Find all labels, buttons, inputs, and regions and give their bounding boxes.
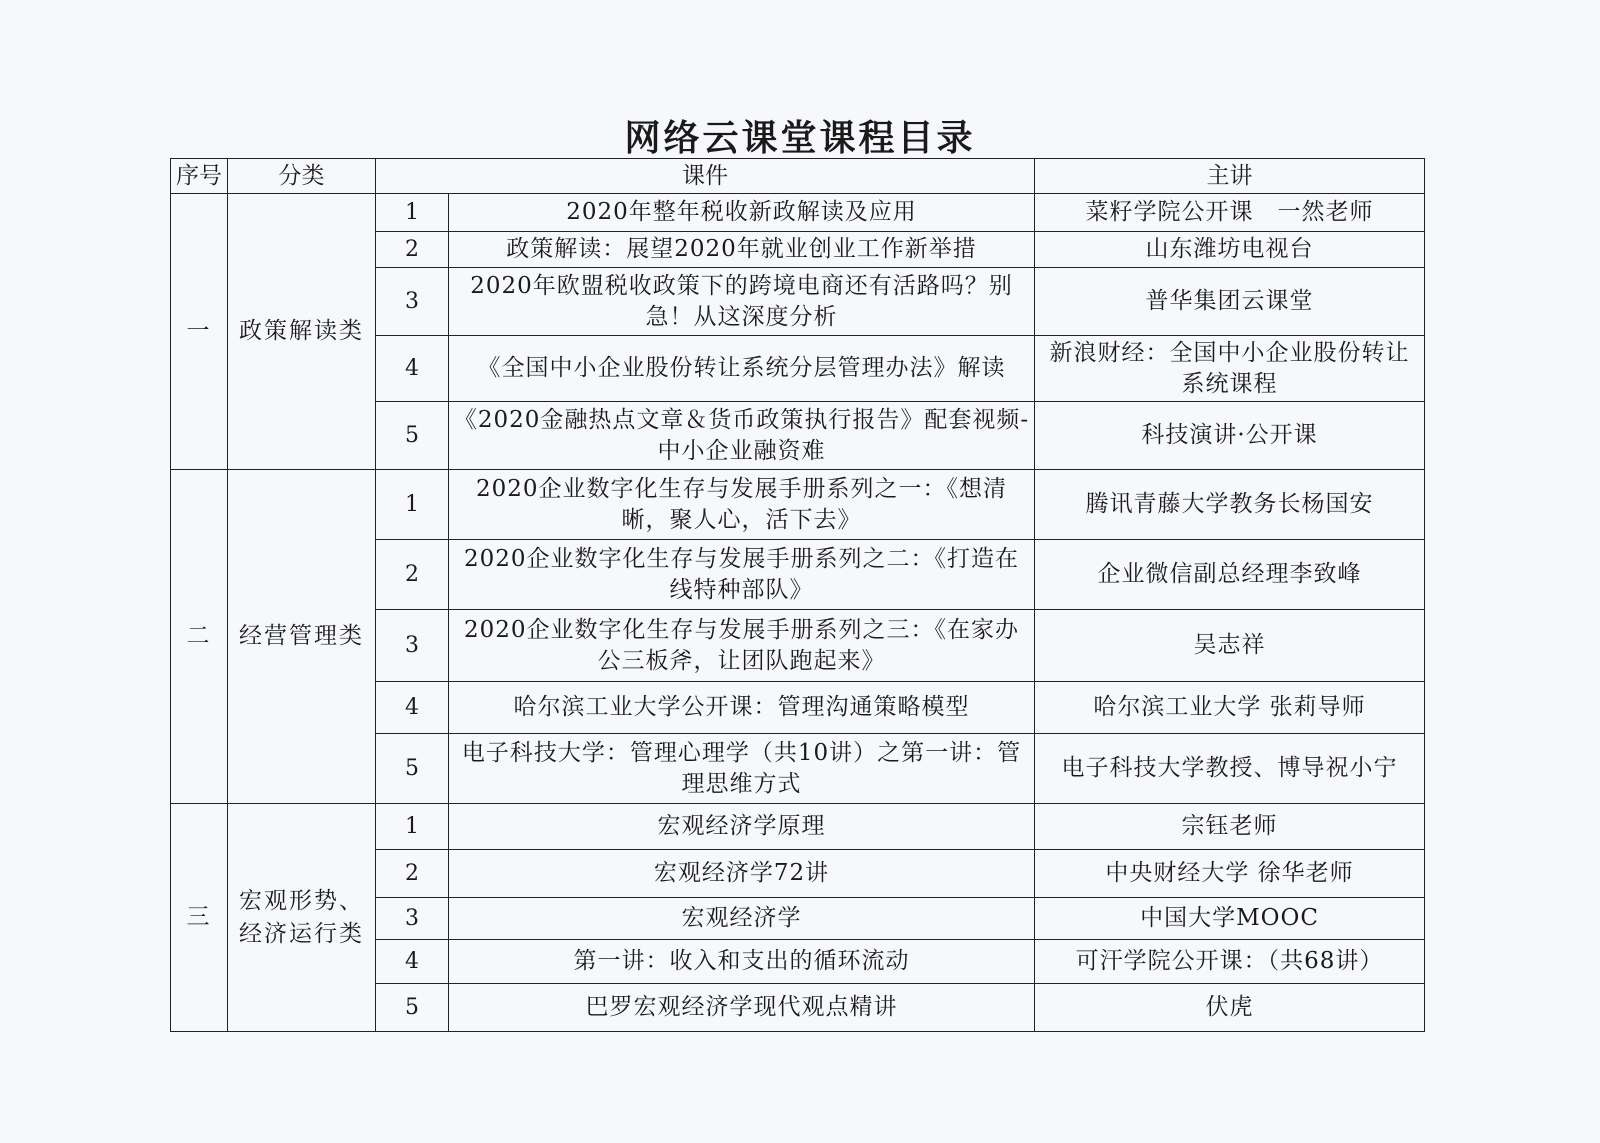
- lecturer-name: 中央财经大学 徐华老师: [1035, 850, 1425, 898]
- item-no: 3: [376, 268, 449, 336]
- item-no: 3: [376, 610, 449, 682]
- item-no: 4: [376, 940, 449, 984]
- item-no: 5: [376, 984, 449, 1032]
- lecturer-name: 菜籽学院公开课 一然老师: [1035, 194, 1425, 232]
- lecturer-name: 腾讯青藤大学教务长杨国安: [1035, 470, 1425, 540]
- course-title: 《全国中小企业股份转让系统分层管理办法》解读: [449, 336, 1035, 402]
- course-title: 第一讲：收入和支出的循环流动: [449, 940, 1035, 984]
- table-row: [171, 470, 1425, 540]
- item-no: 4: [376, 682, 449, 734]
- item-no: 2: [376, 850, 449, 898]
- table-header-row: [171, 159, 1425, 194]
- course-title: 宏观经济学原理: [449, 804, 1035, 850]
- group-seq: 二: [171, 470, 228, 804]
- group-category: 宏观形势、经济运行类: [228, 804, 376, 1032]
- table-row: [171, 194, 1425, 232]
- group-category: 政策解读类: [228, 194, 376, 470]
- course-title: 宏观经济学72讲: [449, 850, 1035, 898]
- lecturer-name: 山东潍坊电视台: [1035, 232, 1425, 268]
- item-no: 1: [376, 804, 449, 850]
- lecturer-name: 科技演讲·公开课: [1035, 402, 1425, 470]
- course-title: 巴罗宏观经济学现代观点精讲: [449, 984, 1035, 1032]
- item-no: 3: [376, 898, 449, 940]
- course-title: 2020企业数字化生存与发展手册系列之二：《打造在线特种部队》: [449, 540, 1035, 610]
- course-title: 2020年欧盟税收政策下的跨境电商还有活路吗？别急！从这深度分析: [449, 268, 1035, 336]
- lecturer-name: 新浪财经：全国中小企业股份转让系统课程: [1035, 336, 1425, 402]
- item-no: 4: [376, 336, 449, 402]
- item-no: 5: [376, 734, 449, 804]
- lecturer-name: 吴志祥: [1035, 610, 1425, 682]
- table-row: [171, 804, 1425, 850]
- lecturer-name: 伏虎: [1035, 984, 1425, 1032]
- course-title: 《2020金融热点文章＆货币政策执行报告》配套视频-中小企业融资难: [449, 402, 1035, 470]
- header-seq: 序号: [171, 159, 228, 194]
- header-course: 课件: [376, 159, 1035, 194]
- group-seq: 一: [171, 194, 228, 470]
- course-title: 哈尔滨工业大学公开课：管理沟通策略模型: [449, 682, 1035, 734]
- lecturer-name: 宗钰老师: [1035, 804, 1425, 850]
- course-title: 2020年整年税收新政解读及应用: [449, 194, 1035, 232]
- lecturer-name: 企业微信副总经理李致峰: [1035, 540, 1425, 610]
- item-no: 2: [376, 232, 449, 268]
- group-category: 经营管理类: [228, 470, 376, 804]
- course-title: 电子科技大学：管理心理学（共10讲）之第一讲：管理思维方式: [449, 734, 1035, 804]
- course-title: 2020企业数字化生存与发展手册系列之三：《在家办公三板斧，让团队跑起来》: [449, 610, 1035, 682]
- lecturer-name: 普华集团云课堂: [1035, 268, 1425, 336]
- lecturer-name: 哈尔滨工业大学 张莉导师: [1035, 682, 1425, 734]
- course-title: 政策解读：展望2020年就业创业工作新举措: [449, 232, 1035, 268]
- item-no: 1: [376, 470, 449, 540]
- course-catalog-table: [170, 158, 1425, 1032]
- item-no: 5: [376, 402, 449, 470]
- course-title: 2020企业数字化生存与发展手册系列之一：《想清晰，聚人心，活下去》: [449, 470, 1035, 540]
- item-no: 2: [376, 540, 449, 610]
- header-lecturer: 主讲: [1035, 159, 1425, 194]
- group-seq: 三: [171, 804, 228, 1032]
- header-category: 分类: [228, 159, 376, 194]
- page-title: 网络云课堂课程目录: [624, 118, 976, 159]
- lecturer-name: 电子科技大学教授、博导祝小宁: [1035, 734, 1425, 804]
- lecturer-name: 可汗学院公开课：（共68讲）: [1035, 940, 1425, 984]
- item-no: 1: [376, 194, 449, 232]
- lecturer-name: 中国大学MOOC: [1035, 898, 1425, 940]
- course-title: 宏观经济学: [449, 898, 1035, 940]
